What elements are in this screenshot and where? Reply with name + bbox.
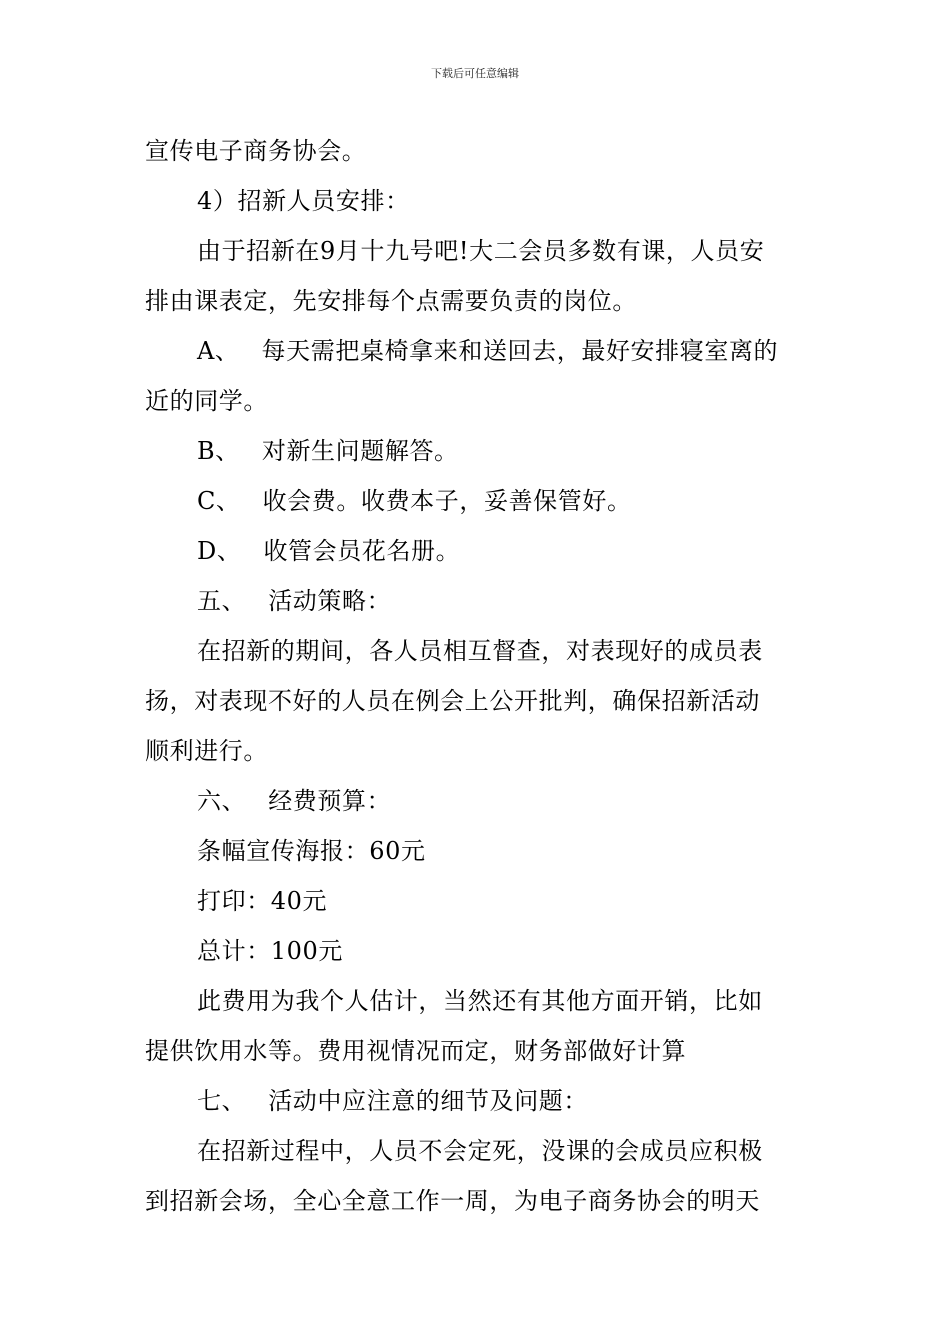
list-text: 收会费。收费本子，妥善保管好。 <box>262 487 632 515</box>
section-heading-strategy <box>145 576 810 626</box>
paragraph-line: 到招新会场，全心全意工作一周，为电子商务协会的明天 <box>145 1187 760 1215</box>
section-title: 活动策略： <box>268 587 392 615</box>
section-heading: 4）招新人员安排： <box>197 187 410 215</box>
paragraph-line: 排由课表定，先安排每个点需要负责的岗位。 <box>145 287 637 315</box>
budget-item-banner: 条幅宣传海报：60元 <box>197 837 426 865</box>
paragraph-line: 提供饮用水等。费用视情况而定，财务部做好计算 <box>145 1037 687 1065</box>
list-text: 对新生问题解答。 <box>261 437 459 465</box>
section-number: 五、 <box>197 587 247 615</box>
section-number: 七、 <box>197 1087 247 1115</box>
document-body <box>145 126 810 1226</box>
list-item-a <box>145 326 810 376</box>
paragraph-line: 由于招新在9月十九号吧!大二会员多数有课，人员安 <box>197 237 765 265</box>
page-header: 下载后可任意编辑 <box>431 67 519 80</box>
section-number: 六、 <box>197 787 247 815</box>
list-marker: C、 <box>197 487 241 515</box>
budget-total: 总计：100元 <box>197 937 344 965</box>
paragraph-line: 在招新的期间，各人员相互督查，对表现好的成员表 <box>197 637 763 665</box>
list-text: 收管会员花名册。 <box>263 537 461 565</box>
paragraph-line: 在招新过程中，人员不会定死，没课的会成员应积极 <box>197 1137 763 1165</box>
section-heading-budget <box>145 776 810 826</box>
paragraph-line: 宣传电子商务协会。 <box>145 137 367 165</box>
list-item-b <box>145 426 810 476</box>
list-marker: A、 <box>197 337 240 365</box>
paragraph-line: 此费用为我个人估计，当然还有其他方面开销，比如 <box>197 987 763 1015</box>
budget-item-printing: 打印：40元 <box>197 887 328 915</box>
paragraph-line: 扬，对表现不好的人员在例会上公开批判，确保招新活动 <box>145 687 760 715</box>
paragraph-line: 顺利进行。 <box>145 737 268 765</box>
list-marker: B、 <box>197 437 240 465</box>
list-text: 每天需把桌椅拿来和送回去，最好安排寝室离的 <box>261 337 779 365</box>
section-title: 经费预算： <box>268 787 392 815</box>
list-marker: D、 <box>197 537 242 565</box>
list-item-d <box>145 526 810 576</box>
paragraph-line: 近的同学。 <box>145 387 268 415</box>
section-heading-notes <box>145 1076 810 1126</box>
list-item-c <box>145 476 810 526</box>
section-title: 活动中应注意的细节及问题： <box>268 1087 589 1115</box>
